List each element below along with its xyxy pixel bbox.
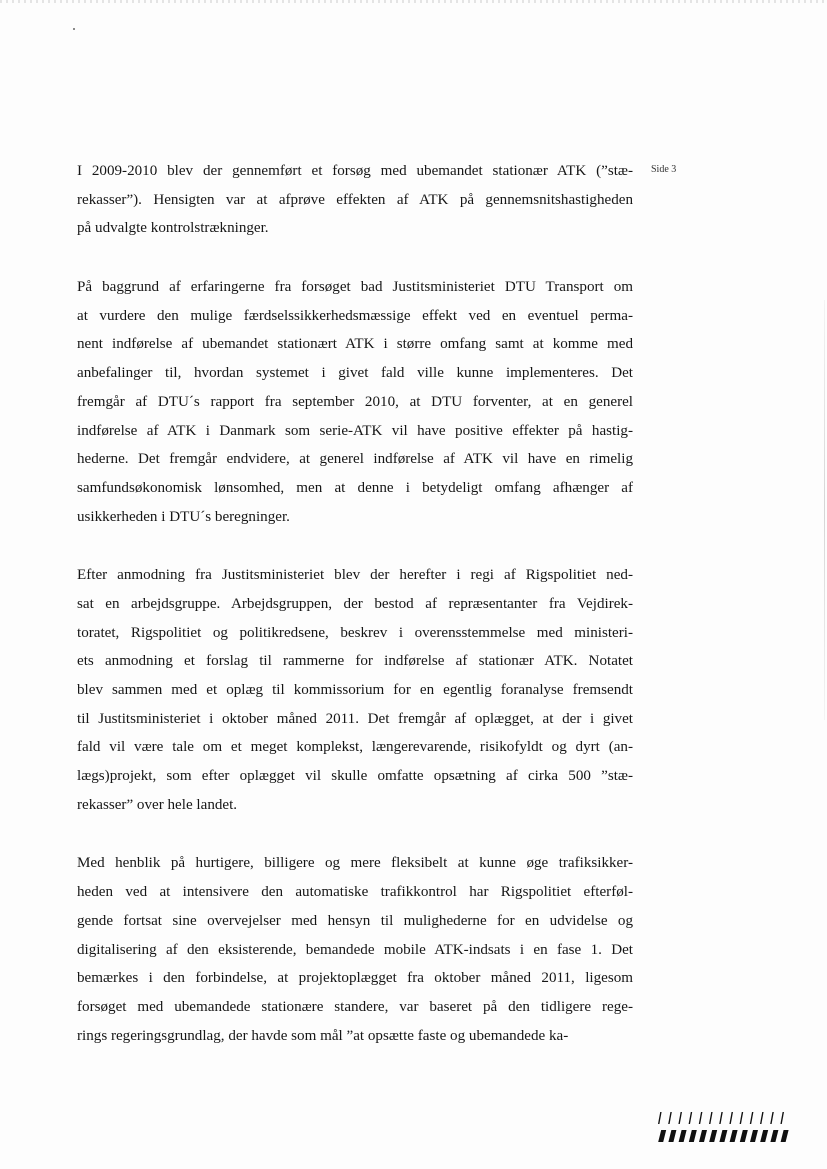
text-line: fald vil være tale om et meget komplekst, længerevarende, risikofyldt og dyrt (an- [77,739,633,756]
text-line: forsøget med ubemandede stationære standere, var baseret på den tidligere rege- [77,998,633,1015]
text-line: til Justitsministeriet i oktober måned 2011. Det fremgår af oplægget, at der i givet [77,710,633,727]
text-line: sat en arbejdsgruppe. Arbejdsgruppen, der bestod af repræsentanter fra Vejdirek- [77,595,633,612]
text-line: at vurdere den mulige færdselssikkerhedsmæssige effekt ved en eventuel perma- [77,307,633,324]
text-line: Efter anmodning fra Justitsministeriet blev der herefter i regi af Rigspolitiet ned- [77,567,633,584]
text-line: rekasser” over hele landet. [77,796,238,813]
paragraph [77,157,633,243]
text-line: nent indførelse af ubemandet stationært ATK i større omfang samt at komme med [77,336,633,353]
page-number-label: Side 3 [651,164,677,175]
text-line: blev sammen med et oplæg til kommissorium for en egentlig foranalyse fremsendt [77,682,633,698]
text-line: på udvalgte kontrolstrækninger. [77,220,269,237]
document-body [77,157,633,1080]
text-line: I 2009-2010 blev der gennemført et forsøg med ubemandet stationær ATK (”stæ- [77,163,633,179]
text-line: digitalisering af den eksisterende, bemandede mobile ATK-indsats i en fase 1. Det [77,941,633,958]
text-line: usikkerheden i DTU´s beregninger. [77,508,290,525]
text-line: hederne. Det fremgår endvidere, at generel indførelse af ATK vil have en rimelig [77,451,633,468]
text-line: indførelse af ATK i Danmark som serie-ATK vil have positive effekter på hastig- [77,422,633,439]
text-line: ets anmodning et forslag til rammerne for indførelse af stationær ATK. Notatet [77,653,633,670]
paragraph [77,273,633,531]
text-line: bemærkes i den forbindelse, at projektoplægget fra oktober måned 2011, ligesom [77,970,633,987]
paragraph [77,849,633,1050]
text-line: gende fortsat sine overvejelser med hensyn til mulighederne for en udvidelse og [77,912,633,929]
scan-speck [73,28,75,30]
text-line: fremgår af DTU´s rapport fra september 2010, at DTU forventer, at en generel [77,393,633,410]
text-line: lægs)projekt, som efter oplægget vil skulle omfatte opsætning af cirka 500 ”stæ- [77,768,633,785]
text-line: anbefalinger til, hvordan systemet i givet fald ville kunne implementeres. Det [77,365,633,382]
scan-edge-artifact [0,0,827,3]
text-line: rings regeringsgrundlag, der havde som mål ”at opsætte faste og ubemandede ka- [77,1027,569,1044]
text-line: toratet, Rigspolitiet og politikredsene, beskrev i overensstemmelse med ministeri- [77,624,633,641]
text-line: På baggrund af erfaringerne fra forsøget bad Justitsministeriet DTU Transport om [77,279,633,296]
scan-edge-artifact-right [824,300,825,720]
text-line: samfundsøkonomisk lønsomhed, men at denne i betydeligt omfang afhænger af [77,479,633,496]
text-line: rekasser”). Hensigten var at afprøve effekten af ATK på gennemsnitshastigheden [77,191,633,208]
barcode-icon [655,1110,790,1156]
paragraph [77,561,633,819]
text-line: Med henblik på hurtigere, billigere og mere fleksibelt at kunne øge trafiksikker- [77,855,633,872]
text-line: heden ved at intensivere den automatiske trafikkontrol har Rigspolitiet efterføl- [77,884,633,901]
